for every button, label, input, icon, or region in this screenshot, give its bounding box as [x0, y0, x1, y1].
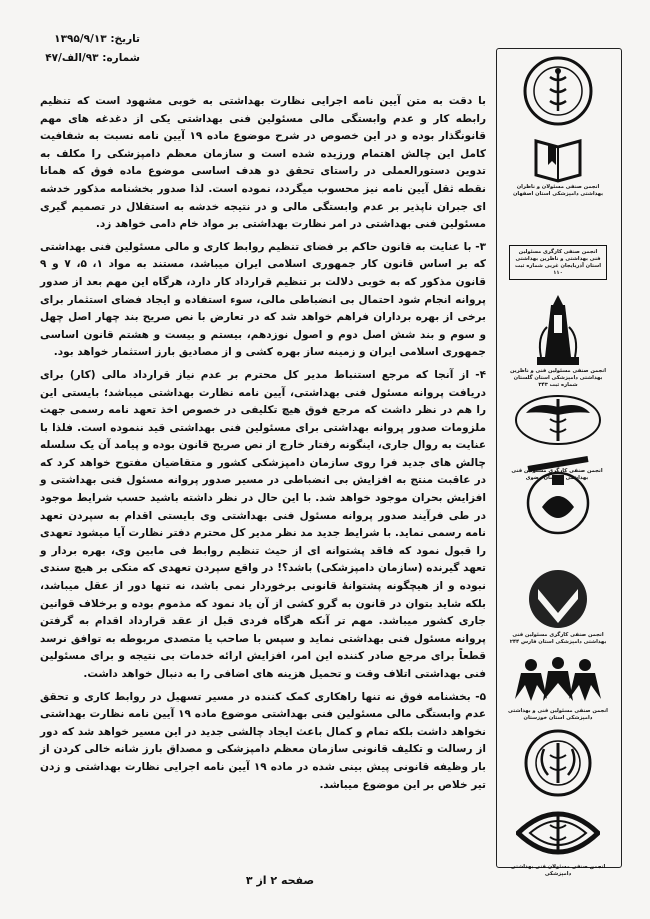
- logo-caption: انجمن صنفی مسئولان فنی بهداشتی دامپزشکی: [510, 864, 606, 877]
- logo-khuzestan-association: [505, 655, 611, 722]
- wing-caduceus-icon: [514, 393, 602, 447]
- logo-khorasan-association: [505, 455, 611, 541]
- logo-caption: انجمن صنفی کارگری مسئولین فنی بهداشتی و ناظرین بهداشتی استان آذربایجان غربی شماره ثبت ۱۱۰: [514, 249, 602, 276]
- logo-caption: انجمن صنفی مسئولان و ناظران بهداشتی دامپزشکی استان اصفهان: [512, 184, 604, 197]
- letter-body: [40, 93, 486, 799]
- logo-caption: انجمن صنفی کارگری مسئولین فنی بهداشتی دامپزشکی استان فارس ۲۴۴: [509, 632, 607, 645]
- paragraph: ۴- از آنجا که مرجع استنباط مدیر کل محترم بر عدم نیاز قرارداد مالی (کار) برای دریافت پروانه مسئول فنی بهداشتی، آیین نامه نظارت بهداشتی میباشد؛ بایستی این را هم در نظر داشت که مرجع فوق هیچ تکلیفی در خصوص اخذ تعهد نامه رسمی جهت ملزومات صدور پروانه بهداشتی برای مسئولین فنی بهداشتی قید ننموده است. فلذا با عنایت به روال جاری، اینگونه رفتار خارج از نص صریح قانون بوده و پیامد آن یک سلسله چالش های جدید فرا روی سازمان دامپزشکی کشور و متقاضیان مفتوح خواهد کرد که در عاقبت منتج به افزایش بی انضباطی در مسیر صدور پروانه مسئول فنی بهداشتی و افزایش بحران موجود خواهد شد. با این حال در نظر داشته باشید حسب شرایط موجود در طی فرآیند صدور پروانه مسئول فنی بهداشتی وی بایستی اقدام به سپردن تعهد نامه رسمی نماید. با شرایط جدید مد نظر مدیر کل محترم دفتر نظارت آیا میشود تعهدی را قبول نمود که فاقد پشتوانه ای از حیث تنظیم روابط فی مابین وی، بهره بردار و تعهد گیرنده (سازمان دامپزشکی) باشد؟! در واقع سپردن تعهدی که متکی بر هیچ سندی نبوده و از هیچگونه پشتوانۀ قانونی برخوردار نمی باشد، نه تنها دور از عقل میباشد، بلکه شاید بتوان در قانون به گرو کشی از آن یاد نمود که مذموم بوده و برخلاف قوانین جاری کشور میباشد. مهم تر آنکه هرگاه فردی قبل از عقد قرارداد اقدام به گرفتن پروانه مسئول فنی بهداشتی نماید و سپس با صاحب یا متصدی مربوطه به توافق نرسد قطعاً برای مرجع صادر کننده این امر، افزایش ارائه خدمات بی نتیجه و برای مسئولین فنی بهداشتی اتلاف وقت و تحمیل هزینه های اضافی را به دنبال خواهد داشت.: [40, 368, 486, 680]
- logo-veterinary-association: [505, 55, 611, 127]
- logo-mazandaran-association: [505, 393, 611, 447]
- people-group-icon: [513, 655, 603, 707]
- logo-golestan-association: [505, 293, 611, 389]
- letter-header: [30, 30, 140, 68]
- logo-caption: انجمن صنفی مسئولین فنی و بهداشتی دامپزشکی استان خوزستان: [508, 708, 608, 721]
- eye-caduceus-icon: [516, 801, 600, 863]
- book-shield-icon: [532, 135, 584, 183]
- logo-eye-association: [505, 801, 611, 878]
- logo-tehran-association: [505, 729, 611, 797]
- logo-caption: انجمن صنفی کارگری مسئولین فنی بهداشتی خراسان رضوی: [511, 468, 603, 481]
- paragraph: با دقت به متن آیین نامه اجرایی نظارت بهداشتی به خوبی مشهود است که تنظیم رابطه کار و عدم وابستگی مالی مسئولین فنی بهداشتی یکی از دغدغه های مهم قانونگذار بوده و در این خصوص در شرح موضوع ماده ۱۹ آیین نامه نسبت به شفافیت کامل این چالش اهتمام ورزیده شده است و سازمان معظم دامپزشکی را مکلف به تدوین دستورالعملی در راستای تحقق دو هدف اساسی موضوع ماده فوق که همانا نقطه ثقل آیین نامه نیز محسوب میگردد، نموده است. لذا صدور بخشنامه مذکور خدشه ای جبران ناپذیر بر عدم وابستگی مالی و در نتیجه خدشه به استقلال در تصمیم گیری مسئولین فنی بهداشتی در امر نظارت بهداشتی بر مواد خام دامی خواهد زد.: [40, 95, 486, 231]
- association-logos-sidebar: [496, 48, 622, 877]
- number-line: شماره: ۹۳/الف/۴۷: [45, 52, 140, 64]
- logo-fars-association: [505, 567, 611, 646]
- round-seal-icon: [518, 729, 598, 797]
- tower-emblem-icon: [533, 293, 583, 367]
- logo-caption: انجمن صنفی مسئولین فنی و ناظرین بهداشتی دامپزشکی استان گلستان شماره ثبت ۳۴۳: [510, 368, 606, 388]
- date-line: تاریخ: ۱۳۹۵/۹/۱۳: [54, 33, 140, 45]
- logo-azarbaijan-association: [505, 245, 611, 280]
- paragraph: ۳- با عنایت به قانون حاکم بر فضای تنظیم روابط کاری و مالی مسئولین فنی بهداشتی که بر اساس قانون کار جمهوری اسلامی ایران میباشد، مستند به مواد ۱، ۵، ۷ و ۹ قانون مذکور که به خوبی دلالت بر تنظیم قرارداد کار دارد، هرگاه این مهم بعد از صدور پروانه انجام شود احتمال بی انضباطی مالی، سوء استفاده و ایجاد فضای استثمار برای برخی از بهره برداران فراهم خواهد شد که در تعارض با نص صریح بند چهار اصل چهل و سوم و بند شش اصل دوم و اصول نوزدهم، بیستم و بیست و هشتم قانون اساسی جمهوری اسلامی ایران و زمینه ساز بهره کشی و از مصادیق بارز استثمار خواهد بود.: [40, 240, 486, 359]
- logo-isfahan-association: [505, 135, 611, 198]
- veterinary-emblem-icon: [523, 55, 593, 127]
- chevron-shield-icon: [528, 567, 588, 631]
- paragraph: ۵- بخشنامه فوق نه تنها راهکاری کمک کننده در مسیر تسهیل در روابط کاری و تحقق عدم وابستگی مالی مسئولین فنی بهداشتی موضوع ماده ۱۹ آیین نامه نظارت بهداشتی نخواهد داشت بلکه تمام و کمال باعث ایجاد چالشی جدید در این مسیر خواهد شد که دور از رسالت و تکلیف قانونی سازمان معظم دامپزشکی و مصداق بارز شانه خالی کردن از بار وظیفه قانونی پیش بینی شده در ماده ۱۹ آیین نامه اجرایی نظارت بهداشتی و زدن تیر خلاص بر این موضوع میباشد.: [40, 690, 486, 791]
- guild-box-icon: [509, 245, 607, 280]
- page-number: صفحه ۲ از ۳: [245, 874, 315, 887]
